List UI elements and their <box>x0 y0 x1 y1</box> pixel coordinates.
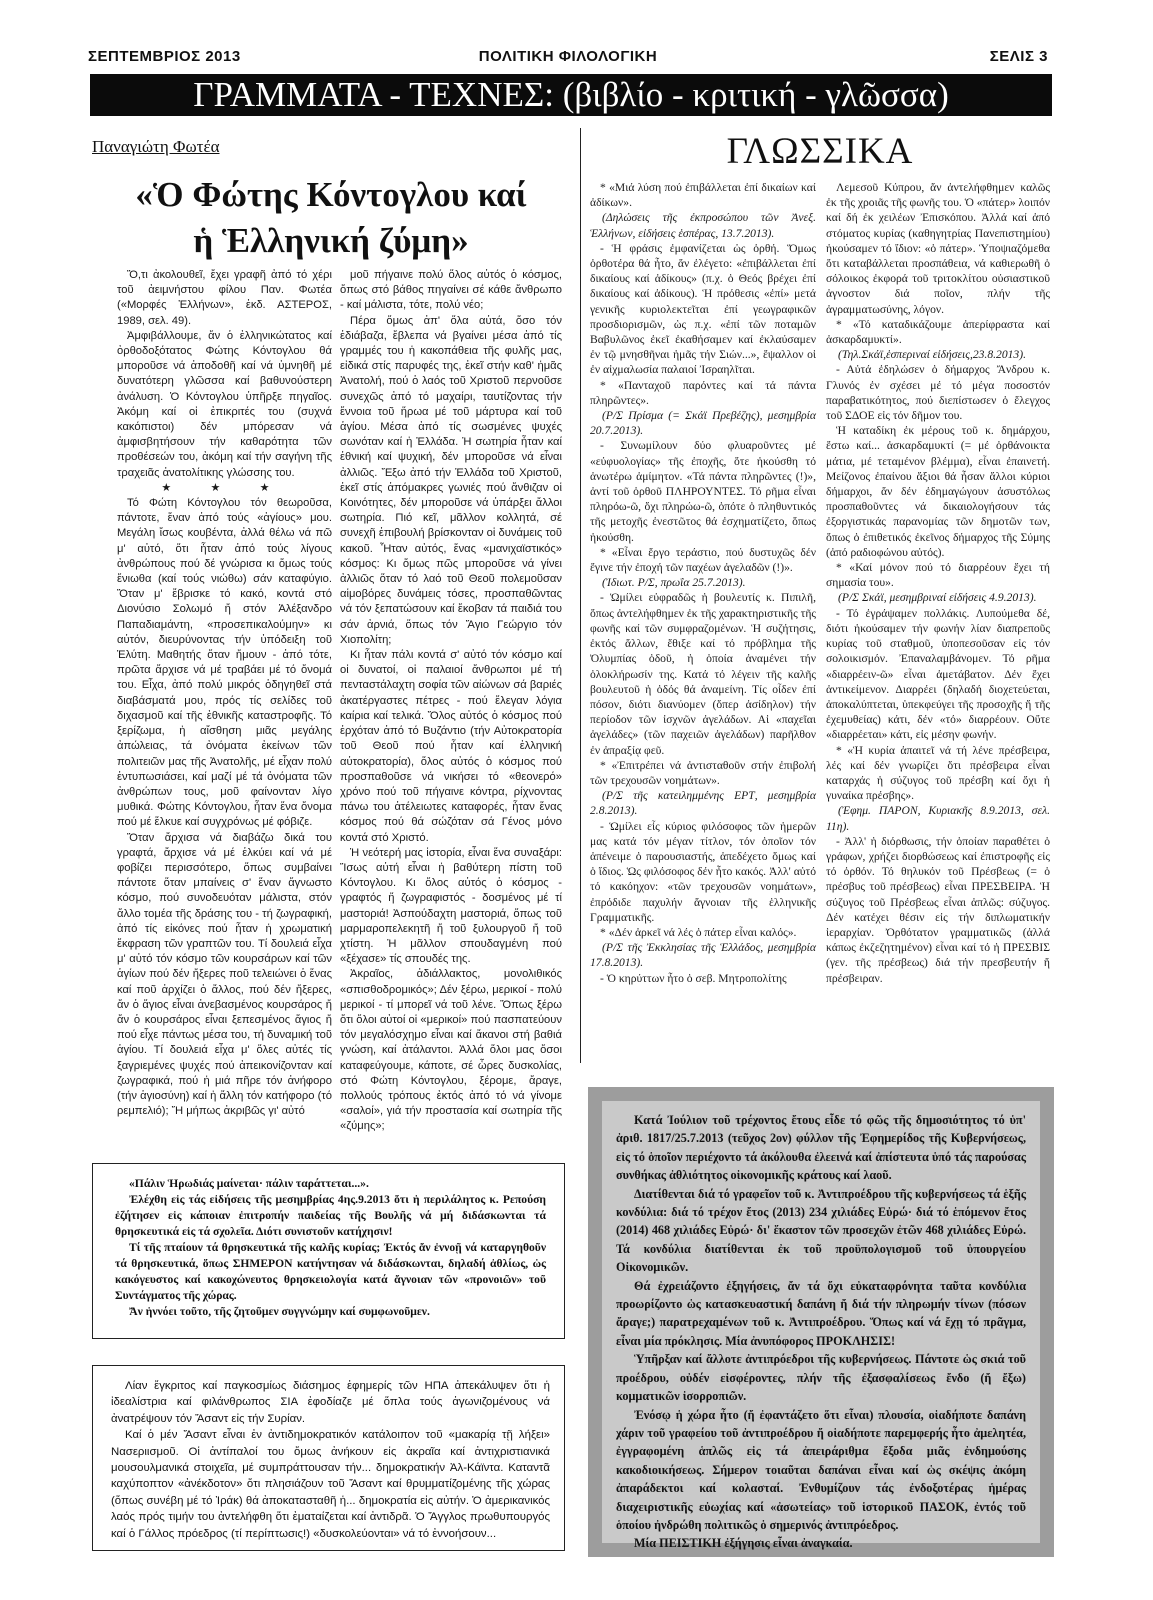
glossika-quote: * «Πανταχοῦ παρόντες καί τά πάντα πληρῶντες». <box>590 378 816 407</box>
article-paragraph: Τό Φώτη Κόντογλου τόν θεωροῦσα, πάντοτε, ἕναν ἀπό τούς «ἁγίους» μου. Μεγάλη ἴσως κουβέντα, ἀλλά θέλω νά πῶ μ' αὐτό, ὅτι ἦταν ἀπό τούς λίγους ἀνθρώπους πού δέ γνώρισα κι ὅμως τούς ἔνιωθα (καί τούς νιώθω) σάν καταφύγιο. Ὅταν μ' ἔβρισκε τό κακό, κοντά στό Διονύσιο Σολωμό ἤ στόν Ἀλέξανδρο Παπαδιαμάντη, «προσεπικαλούμην» κι αὐτόν, διευρύνοντας τήν ὑπόδειξη τοῦ Ἐλύτη. Μαθητής ὅταν ἤμουν - ἀπό τότε, πρῶτα ἄρχισε νά μέ τραβάει μέ τό ὄνομά του. Εἶχα, ἀπό πολύ μικρός ὁδηγηθεῖ στά διαβάσματά μου, πρός τίς σελίδες τοῦ διχασμοῦ καί τῆς ἐθνικῆς καταστροφῆς. Τό ξερίζωμα, ἡ αἴσθηση μιᾶς μεγάλης ἀπώλειας, τά ὀνόματα ἐκείνων τῶν πολιτειῶν μας τῆς Ἀνατολῆς, μέ εἶχαν πολύ ἐντυπωσιάσει, καί μαζί μέ τά ὀνόματα τῶν ἀνθρώπων τους, μοῦ φαίνονταν λίγο μυθικά. Φώτης Κόντογλου, ἦταν ἕνα ὄνομα πού μέ ἕλκυε καί συγχρόνως μέ φόβιζε. <box>117 497 332 829</box>
glossika-source: (Ἰδιωτ. Ρ/Σ, πρωΐα 25.7.2013). <box>602 576 746 590</box>
glossika-quote: * «Τό καταδικάζουμε ἀπερίφραστα καί ἀσκαρδαμυκτί». <box>826 317 1050 347</box>
glossika-comment: Ἡ καταδίκη ἐκ μέρους τοῦ κ. δημάρχου, ἔστω καί... ἀσκαρδαμυκτί (= μέ ὀρθάνοικτα μάτια, μέ τεταμένον βλέμμα), εἶναι ἐπαινετή. Μείζονος ἐπαίνου ἄξιοι θά ἦσαν ἄλλοι κύριοι δήμαρχοι, ἄν δέν ἐδημαγώγουν ἀσυστόλως προσπαθοῦντες νά δικαιολογήσουν τάς ἐξοργιστικάς παρανομίας τῶν δημοτῶν των, ὅπως ὁ ἐπιθετικός ἐκεῖνος δήμαρχος τῆς Σύμης (ἀπό ραδιοφώνου αὐτός). <box>826 424 1050 559</box>
glossika-source: (Ρ/Σ τῆς κατειλημμένης ΕΡΤ, μεσημβρία 2.8.2013). <box>590 789 816 818</box>
herod-note-paragraph: Ἐλέχθη εἰς τάς εἰδήσεις τῆς μεσημβρίας 4ης.9.2013 ὅτι ἡ περιλάλητος κ. Ρεπούση ἐζήτησεν εἰς κάποιαν ἐπιτροπήν παιδείας τῆς Βουλῆς νά μή διδάσκωνται τά θρησκευτικά εἰς τά σχολεῖα. Διότι συνιστοῦν κατήχησιν! <box>115 1193 546 1238</box>
glossika-column-1 <box>590 180 816 1050</box>
budget-paragraph: Μία ΠΕΙΣΤΙΚΗ ἐξήγησις εἶναι ἀναγκαία. <box>634 1536 853 1551</box>
glossika-source: (Ρ/Σ Πρίσμα (= Σκάϊ Πρεβέζης), μεσημβρία 20.7.2013). <box>590 409 816 438</box>
section-break-stars: ★ ★ ★ <box>161 481 288 494</box>
glossika-heading: ΓΛΩΣΣΙΚΑ <box>726 131 914 172</box>
glossika-column-2 <box>826 180 1050 1050</box>
glossika-quote: * «Ἡ κυρία ἀπαιτεῖ νά τή λένε πρέσβειρα, λές καί δέν γνωρίζει ὅτι πρέσβειρα εἶναι καταρχάς ἡ σύζυγος τοῦ πρέσβη καί ὄχι ἡ γυναίκα πρέσβης». <box>826 743 1050 803</box>
herod-note-paragraph: «Πάλιν Ἡρωδιάς μαίνεται· πάλιν ταράττεται...». <box>129 1177 369 1190</box>
glossika-comment: - Τό ἐγράψαμεν πολλάκις. Λυπούμεθα δέ, διότι ἠκούσαμεν τήν φωνήν λίαν διαπρεποῦς κυρίας τοῦ σταθμοῦ, ὑποπεσοῦσαν εἰς τόν σολοικισμόν. Ἐπαναλαμβάνομεν. Τό ρῆμα «διαρρέειν-ῶ» εἶναι ἀμετάβατον. Δέν ἔχει ἀντικείμενον. Διαρρέει (δηλαδή διοχετεύεται, ἀποκαλύπτεται, ὑπεκφεύγει τῆς προσοχῆς ἤ τῆς ἐχεμυθείας) κάτι, δέν «τό» διαρρέουν. Οὔτε «διαρρέεται» κάτι, εἰς μέσην φωνήν. <box>826 606 1050 742</box>
article-paragraph: Ἀκραῖος, ἀδιάλλακτος, μονολιθικός «σπισθοδρομικός»; Δέν ξέρω, μερικοί - πολύ μερικοί - τί μπορεῖ νά τοῦ λένε. Ὅπως ξέρω ὅτι ὅλοι αὐτοί οἱ «μερικοί» πού πασπατεύουν τόν μεγαλόσχημο εἶναι καί ἄκανοι στή βαθιά γνώση, καί ἀτάλαντοι. Ἀλλά ὅλοι μας ὅσοι καταφεύγουμε, κάποτε, σέ ὧρες δυσκολίας, στό Φώτη Κόντογλου, ξέρομε, ἄραγε, πολλούς τρόπους ἐκτός ἀπό τό νά γίνομε «σαλοί», γιά τήν προστασία καί σωτηρία τῆς «ζύμης»; <box>340 968 562 1133</box>
article-paragraph: Πέρα ὅμως ἀπ' ὅλα αὐτά, ὅσο τόν ἐδιάβαζα, ἔβλεπα νά βγαίνει μέσα ἀπό τίς γραμμές του ἡ κακοπάθεια τῆς φυλῆς μας, εἰδικά στίς παρυφές της, ἐκεῖ στήν καθ' ἡμᾶς Ἀνατολή, πού ὁ λαός τοῦ Χριστοῦ περνοῦσε συνεχῶς ἀπό τό μαχαίρι, ταυτίζοντας τήν ἔννοια τοῦ ἥρωα μέ τοῦ μάρτυρα καί τοῦ ἁγίου. Μέσα ἀπό τίς σωσμένες ψυχές σωνόταν καί ἡ Ἑλλάδα. Ἡ σωτηρία ἦταν καί ἐθνική καί ψυχική, δέν μποροῦσε νά εἶναι ἀλλιῶς. Ἔξω ἀπό τήν Ἑλλάδα τοῦ Χριστοῦ, ἐκεῖ στίς ἀπόμακρες γωνιές πού ἄνθιζαν οἱ Κοινότητες, δέν μποροῦσε νά ὑπάρξει ἄλλοι σωτηρία. Πιό κεῖ, μᾶλλον κολλητά, σέ συνεχῆ ἐπιβουλή βρίσκονταν οἱ δυνάμεις τοῦ κακοῦ. Ἦταν αὐτός, ἕνας «μανιχαϊστικός» κόσμος: Κι ὅμως πῶς μποροῦσε νά γίνει ἀλλιῶς ὅταν τό λαό τοῦ Θεοῦ πολεμοῦσαν αἱμοβόρες δυνάμεις τόσες, προσπαθῶντας νά τόν ξεπατώσουν καί ἔκοβαν τά παιδιά του σάν ἀρνιά, ὅπως τόν Ἅγιο Γεώργιο τόν Χιοπολίτη; <box>340 314 562 646</box>
glossika-comment: - Ὡμίλει εὐφραδῶς ἡ βουλευτίς κ. Πιπιλῆ, ὅπως ἀντελήφθημεν ἐκ τῆς χαρακτηριστικῆς τῆς φωνῆς καί τῶν συμφραζομένων. Ἡ συζήτησις, ἐκτός ἄλλων, ἔθιξε καί τό πρόβλημα τῆς Ὀλυμπίας ὁδοῦ, ἡ ὁποία ἀναμένει τήν ὁλοκλήρωσίν της. Κατά τό λέγειν τῆς καλῆς βουλευτοῦ ἡ ὁδός θά ἀναμείνη. Τίς οἶδεν ἐπί πόσον, διότι διανύομεν (ὅπερ ἀσίδηλον) τήν περίοδον τῶν ἰσχνῶν ἀγελάδων. Αἱ «παχεῖαι ἀγελάδες» (τῶν παχειῶν ἀγελάδων) παρῆλθον ἐν ἀπραξίᾳ φεῦ. <box>590 591 816 757</box>
article-paragraph: Ὅ,τι ἀκολουθεῖ, ἔχει γραφῆ ἀπό τό χέρι τοῦ ἀειμνήστου φίλου Παν. Φωτέα («Μορφές Ἑλλήνων», ἐκδ. ΑΣΤΕΡΟΣ, 1989, σελ. 49). <box>117 269 332 327</box>
budget-paragraph: Θά ἐχρειάζοντο ἐξηγήσεις, ἄν τά ὄχι εὐκαταφρόνητα ταῦτα κονδύλια προωρίζοντο ὡς κατασκευαστική δαπάνη ἤ διά τήν πληρωμήν τίνων (πόσων ἄραγε;) παρατρεχαμένων τοῦ κ. Ἀντιπροέδρου. Ὅπως καί νά ἔχῃ τό πρᾶγμα, εἶναι μία πρόκλησις. Μία ἀνυπόφορος ΠΡΟΚΛΗΣΙΣ! <box>616 1278 1026 1348</box>
glossika-source: (Ρ/Σ Σκάϊ, μεσημβριναί εἰδήσεις 4.9.2013). <box>838 591 1037 605</box>
syria-note-paragraph: Λίαν ἔγκριτος καί παγκοσμίως διάσημος ἐφημερίς τῶν ΗΠΑ ἀπεκάλυψεν ὅτι ἡ ἰδεαλίστρια καί φιλάνθρωπος ΣΙΑ ἐφοδίαζε μέ ὅπλα τούς ἀγωνιζομένους νά ἀνατρέψουν τόν Ἄσαντ εἰς τήν Συρίαν. <box>111 1380 550 1425</box>
glossika-comment: - Συνωμίλουν δύο φλυαροῦντες μέ «εὐφυολογίας» τῆς ἐποχῆς, ὅτε ἠκούσθη τό ἀνωτέρω ἀμίμητον. «Τά πάντα πληρῶντες (!)», ἀντί τοῦ ὀρθοῦ ΠΛΗΡΟΥΝΤΕΣ. Τό ρῆμα εἶναι πληρόω-ῶ, ὄχι πληρώω-ῶ, ὁπότε ὁ πληθυντικός τῆς μετοχῆς ἐνεστῶτος θά ἐσχηματίζετο, ὅπως ἠκούσθη. <box>590 439 816 544</box>
herod-note-paragraph: Τί τῆς πταίουν τά θρησκευτικά τῆς καλῆς κυρίας; Ἐκτός ἄν ἐννοῇ νά καταργηθοῦν τά θρησκευτικά, ὅπως ΣΗΜΕΡΟΝ κατήντησαν νά διδάσκωνται, δηλαδή ἀθλίως, ὡς κακόγευστος καί κακοχώνευτος θρησκειολογία κατά ἄγνοιαν τῶν «προνοιῶν» τοῦ Συντάγματος τῆς χώρας. <box>115 1241 546 1302</box>
glossika-source: (Δηλώσεις τῆς ἐκπροσώπου τῶν Ἀνεξ. Ἑλλήνων, εἰδήσεις ἑσπέρας, 13.7.2013). <box>590 211 816 240</box>
glossika-comment: Λεμεσοῦ Κύπρου, ἄν ἀντελήφθημεν καλῶς ἐκ τῆς χροιᾶς τῆς φωνῆς του. Ὁ «πάτερ» λοιπόν καί δή ἐκ χειλέων Ἐπισκόπου. Ἀλλά καί ἀπό στόματος κυρίας (καθηγητρίας Πανεπιστημίου) ἠκούσαμεν τό ἴδιον: «ὁ πάτερ». Ὑποψιαζόμεθα ὅτι καταβάλλεται προσπάθεια, νά καθιερωθῆ ὁ σόλοικος ἐκφορά τοῦ τριτοκλίτου οὐσιαστικοῦ ἀγνοστον διά ποῖον, πλήν τῆς ἀγραμματωσύνης, λόγον. <box>826 181 1050 316</box>
budget-paragraph: Ἐνόσῳ ἡ χώρα ἦτο (ἤ ἐφαντάζετο ὅτι εἶναι) πλουσία, οἱαδήποτε δαπάνη χάριν τοῦ γραφείου τοῦ ἀντιπροέδρου ἤ οἱαδήποτε παρεμφερής ἦτο ἀμελητέα, ἐγγραφομένη ἁπλῶς εἰς τά ἀπειράριθμα ἔξοδα μιᾶς ἐνδημούσης κακοδιοικήσεως. Σήμερον τοιαῦται δαπάναι εἶναι καί ὡς σκέψις ἀκόμη ἀπαράδεκτοι καί κολασταί. Ἐνθυμίζουν τάς ἐνδοξοτέρας ἡμέρας διαχειριστικῆς εὐωχίας καί «ἀσωτείας» τοῦ ἱστορικοῦ ΠΑΣΟΚ, ἐντός τοῦ ὁποίου ἠνδρώθη πολιτικῶς ὁ σημερινός ἀντιπρόεδρος. <box>616 1407 1026 1532</box>
budget-paragraph: Κατά Ἰούλιον τοῦ τρέχοντος ἔτους εἶδε τό φῶς τῆς δημοσιότητος τό ὑπ' ἀριθ. 1817/25.7.2013 (τεῦχος 2ον) φύλλον τῆς Ἐφημερίδος τῆς Κυβερνήσεως, εἰς τό ὁποῖον περιέχοντο τά ἀκόλουθα ἐλεεινά καί ἀπίστευτα ὑπό τάς παρούσας συνθήκας ἀθλιότητος οἰκονομικῆς κράτους καί λαοῦ. <box>616 1113 1026 1183</box>
running-head <box>88 48 1048 70</box>
glossika-comment: - Ἡ φράσις ἐμφανίζεται ὡς ὀρθή. Ὅμως ὀρθοτέρα θά ἦτο, ἄν ἐλέγετο: «ἐπιβάλλεται ἐπί δικαίους καί ἀδίκους» (π.χ. ὁ Θεός βρέχει ἐπί δικαίους καί ἀδίκους). Ἡ πρόθεσις «ἐπί» μετά γενικῆς κυριολεκτεῖται ἐπί γεωγραφικῶν προσδιορισμῶν, ὡς π.χ. «ἐπί τῶν ποταμῶν Βαβυλῶνος ἐκεῖ ἐκαθήσαμεν καί ἐκλαύσαμεν ἐν τῷ μνησθῆναι ἡμᾶς τήν Σιών...», ἔψαλλον οἱ ἐν αἰχμαλωσία παλαιοί Ἰσραηλῖται. <box>590 241 816 377</box>
syria-note-paragraph: Καί ὁ μέν Ἄσαντ εἶναι ἐν ἀντιδημοκρατικόν κατάλοιπον τοῦ «μακαρίᾳ τῇ λήξει» Νασεριισμοῦ. Οἱ ἀντίπαλοί του ὅμως ἀνήκουν εἰς ἀκραῖα καί ἀντιχριστιανικά μουσουλμανικά στοιχεῖα, μέ συμπράττουσαν τήν... δημοκρατικήν Ἀλ-Κάϊντα. Καταντᾶ καχύποπτον «ἀνέκδοτον» ὅτι πλησιάζουν τοῦ Ἄσαντ καί θρυμματίζομένης τῆς χώρας (ὅπως συνέβη μέ τό Ἰράκ) θά ἀποκατασταθῆ ἡ... δημοκρατία εἰς αὐτήν. Ὁ ἀμερικανικός λαός πρός τιμήν του ἀντελήφθη ὅτι ἐματαίζεται καί ἀντιδρᾶ. Ὁ Ἄγγλος πρωθυπουργός καί ὁ Γάλλος πρόεδρος (τί περίπτωσις!) «δυσκολεύονται» νά τό ἐννοήσουν... <box>111 1429 550 1540</box>
glossika-source: (Ἐφημ. ΠΑΡΟΝ, Κυριακῆς 8.9.2013, σελ. 11η). <box>826 804 1050 833</box>
vice-president-budget-text <box>602 1101 1040 1551</box>
article-column-2 <box>340 268 562 1133</box>
article-title <box>96 172 566 264</box>
glossika-comment: - Ἀλλ' ἡ διόρθωσις, τήν ὁποίαν παραθέτει ὁ γράφων, χρήζει διορθώσεως καί ἐπιστροφῆς εἰς τό ὀρθόν. Τό θηλυκόν τοῦ Πρέσβεως (= ὁ πρέσβυς τοῦ πρέσβεως) εἶναι ΠΡΕΣΒΕΙΡΑ. Ἡ σύζυγος τοῦ Πρέσβεως εἶναι ἁπλῶς: σύζυγος. Δέν κατέχει θέσιν εἰς τήν διπλωματικήν ἱεραρχίαν. Ὀρθότατον γραμματικῶς (ἀλλά κάπως ἐκζεζητημένον) εἶναι καί τό ἡ ΠΡΕΣΒΙΣ (γεν. τῆς πρέσβεως) διά τήν πρεσβευτήν ἤ πρέσβειραν. <box>826 834 1050 985</box>
article-title-line-2: ἡ Ἑλληνική ζύμη» <box>193 221 469 260</box>
glossika-quote: * «Δέν ἀρκεῖ νά λές ὁ πάτερ εἶναι καλός». <box>600 925 797 939</box>
article-paragraph: Κι ἦταν πάλι κοντά σ' αὐτό τόν κόσμο καί οἱ δυνατοί, οἱ παλαιοί ἄνθρωποι μέ τή πενταστάλαχτη σοφία τῶν αἰώνων σά βαριές ἀκατέργαστες πέτρες - πού ἔλεγαν λόγια καίρια καί τελικά. Ὅλος αὐτός ὁ κόσμος πού ἐρχόταν ἀπό τό Βυζάντιο (τήν Αὐτοκρατορία τοῦ Θεοῦ πού ἦταν καί ἑλληνική αὐτοκρατορία), ὅλος αὐτός ὁ κόσμος πού προσπαθοῦσε νά νικήσει τό «θεονερό» χρόνο πού τοῦ πήγαινε κόντρα, ρίχνοντας πάνω του ἀτέλειωτες καταφορές, ἦταν ἕνας κόσμος πού θά σώζόταν σά Γένος μόνο κοντά στό Χριστό. <box>340 649 562 844</box>
article-author: Παναγιώτη Φωτέα <box>92 137 220 156</box>
glossika-quote: * «Μιά λύση πού ἐπιβάλλεται ἐπί δικαίων καί ἀδίκων». <box>590 181 816 210</box>
glossika-quote: * «Εἶναι ἔργο τεράστιο, πού δυστυχῶς δέν ἔγινε τήν ἐποχή τῶν παχέων ἀγελαδῶν (!)». <box>590 545 816 575</box>
syria-note-box <box>92 1365 565 1551</box>
article-paragraph: Ἡ νεότερή μας ἱστορία, εἶναι ἕνα συναξάρι: Ἴσως αὐτή εἶναι ἡ βαθύτερη πίστη τοῦ Κόντογλου. Κι ὅλος αὐτός ὁ κόσμος - γραφτός ἤ ζωγραφιστός - δοσμένος μέ τί μαστοριά! Ἀσπούδαχτη μαστοριά, ὅπως τοῦ μαρμαροπελεκητῆ ἤ τοῦ ξυλουργοῦ ἤ τοῦ χτίστη. Ἡ μᾶλλον σπουδαγμένη πού «ξέχασε» τίς σπουδές της. <box>340 846 562 966</box>
glossika-comment: - Αὐτά ἐδηλώσεν ὁ δήμαρχος Ἄνδρου κ. Γλυνός ἐν σχέσει μέ τό μέγα ποσοστόν παραβατικότητος, πού διεπίστωσεν ὁ ἔλεγχος τοῦ ΣΔΟΕ εἰς τόν δῆμον του. <box>826 363 1050 423</box>
budget-paragraph: Ὑπῆρξαν καί ἄλλοτε ἀντιπρόεδροι τῆς κυβερνήσεως. Πάντοτε ὡς σκιά τοῦ προέδρου, οὐδέν εἰσφέροντες, πλήν τῆς ἐξασφαλίσεως ἔνδο (ἤ ἔξω) κομματικῶν ἰσορροπιῶν. <box>616 1352 1026 1404</box>
budget-paragraph: Διατίθενται διά τό γραφεῖον τοῦ κ. Ἀντιπροέδρου τῆς κυβερνήσεως τά ἑξῆς κονδύλια: διά τό τρέχον ἔτος (2013) 234 χιλιάδες Εὐρώ· διά τό ἑπόμενον ἔτος (2014) 468 χιλιάδες Εὐρώ· δι' ἕκαστον τῶν προσεχῶν ἐτῶν 468 χιλιάδες Εὐρώ. Τά κονδύλια διατίθενται ἐκ τοῦ προϋπολογισμοῦ τοῦ ὑπουργείου Οἰκονομικῶν. <box>616 1186 1026 1275</box>
glossika-comment: - Ὡμίλει εἷς κύριος φιλόσοφος τῶν ἡμερῶν μας κατά τόν μέγαν τίτλον, τόν ὁποῖον τόν ἀπένειμε ὁ παρουσιαστής, ἀπεδέχετο ὅμως καί ὁ ἴδιος. Ὡς φιλόσοφος δέν ἦτο κακός. Ἀλλ' αὐτό τό κακόηχον: «τῶν τρεχουσῶν νοημάτων», ἐπρόδιδε παχυλήν ἄγνοιαν τῆς ἑλληνικῆς Γραμματικῆς. <box>590 819 816 924</box>
glossika-comment: - Ὁ κηρύττων ἦτο ὁ σεβ. Μητροπολίτης <box>600 971 787 985</box>
article-title-line-1: «Ὁ Φώτης Κόντογλου καί <box>135 175 527 214</box>
article-paragraph: Ἀμφιβάλλουμε, ἄν ὁ ἐλληνικώτατος καί ὀρθοδοξότατος Φώτης Κόντογλου θά μποροῦσε νά ἀποδοθῆ καί νά ὑμνηθῆ μέ δυνατότερη γλῶσσα καί βαθυνούστερη ἀνάλυση. Ὁ Κόντογλου ὑπῆρξε πηγαῖος. Ἀκόμη καί οἱ ἐπικριτές του (συχνά κακόπιστοι) δέν μπόρεσαν νά ἀμφισβητήσουν τήν καθαρότητα τῶν προθέσεών του, ἀκόμη καί τήν σαγήνη τῆς τραχειᾶς ἀνατολίτικης γλώσσης του. <box>117 329 332 479</box>
article-paragraph: μοῦ πήγαινε πολύ ὅλος αὐτός ὁ κόσμος, ὅπως στό βάθος πηγαίνει σέ κάθε ἄνθρωπο - καί μάλιστα, τότε, πολύ νέο; <box>340 269 562 312</box>
issue-date: ΣΕΠΤΕΜΒΡΙΟΣ 2013 <box>88 48 241 65</box>
glossika-quote: * «Καί μόνον πού τό διαρρέουν ἔχει τή σημασία του». <box>826 561 1050 590</box>
glossika-quote: * «Ἐπιτρέπει νά ἀντισταθοῦν στήν ἐπιβολή τῶν τρεχουσῶν νοημάτων». <box>590 758 816 787</box>
page-number: ΣΕΛΙΣ 3 <box>989 48 1048 65</box>
section-title-bar: ΓΡΑΜΜΑΤΑ - ΤΕΧΝΕΣ: (βιβλίο - κριτική - γλῶσσα) <box>90 74 1052 116</box>
herod-note-paragraph: Ἄν ἠννόει τοῦτο, τῆς ζητοῦμεν συγγνώμην καί συμφωνοῦμεν. <box>129 1305 430 1318</box>
glossika-source: (Ρ/Σ τῆς Ἐκκλησίας τῆς Ἑλλάδος, μεσημβρία 17.8.2013). <box>590 941 816 970</box>
publication-name: ΠΟΛΙΤΙΚΗ ΦΙΛΟΛΟΓΙΚΗ <box>478 48 658 65</box>
article-paragraph: Ὅταν ἄρχισα νά διαβάζω δικά του γραφτά, ἄρχισε νά μέ ἑλκύει καί νά μέ φοβίζει περισσότερο, ὅπως συμβαίνει πάντοτε ὅταν μπαίνεις σ' ἕναν ἄγνωστο κόσμο, πού συνοδευόταν μάλιστα, στόν ἄλλο τομέα τῆς δράσης του - τή ζωγραφική, ἀπό τίς εἰκόνες πού ἦταν ἡ χρωματική ἔκφραση τῶν γραπτῶν του. Τί δουλειά εἶχα μ' αὐτό τόν κόσμο τῶν κουρσάρων καί τῶν ἁγίων πού δέν ἤξερες ποῦ τελειώνει ὁ ἕνας καί ποῦ ἀρχίζει ὁ ἄλλος, πού δέν ἤξερες, ἄν ὁ ἅγιος εἶναι ἀνεβασμένος κουρσάρος ἤ ἄν ὁ κουρσάρος εἶναι ξεπεσμένος ἅγιος ἤ πού εἶχε πάντως μέσα του, τή δυναμική τοῦ ἁγίου. Τί δουλειά εἶχα μ' ὅλες αὐτές τίς ξαγριεμένες ψυχές πού ἀπεικονίζονταν καί ζωγραφικά, πού ἡ μιά πῆρε τόν ἀνήφορο (τήν ἁγιοσύνη) καί ἡ ἄλλη τόν κατήφορο (τό ρεμπελιό); Ἤ μήπως ἀκριβῶς γι' αὐτό <box>117 831 332 1118</box>
column-divider <box>580 128 581 1063</box>
glossika-source: (Τηλ.Σκάϊ,ἑσπεριναί εἰδήσεις,23.8.2013). <box>838 348 1026 362</box>
article-column-1 <box>117 268 332 1123</box>
vice-president-budget-box <box>588 1087 1054 1557</box>
herod-note-box <box>92 1163 565 1339</box>
